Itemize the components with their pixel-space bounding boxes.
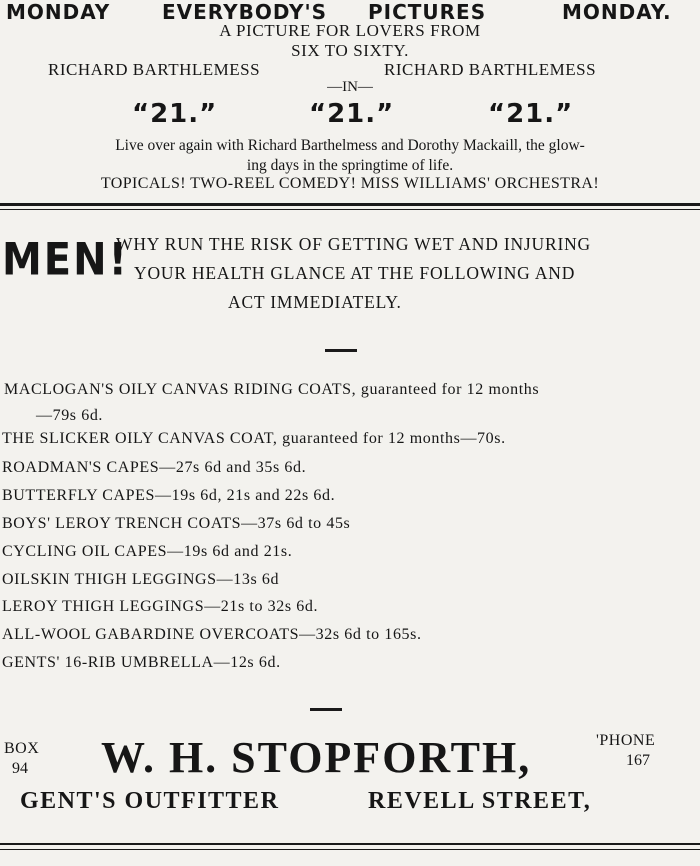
right-day: MONDAY. [562,0,672,24]
street-address: REVELL STREET, [368,788,592,814]
short-dash-divider [325,349,357,352]
bottom-rule-thin [0,849,700,850]
tagline-line1: A PICTURE FOR LOVERS FROM [219,21,481,40]
headline-men: MEN! [2,234,129,286]
program-extras: TOPICALS! TWO-REEL COMEDY! MISS WILLIAMS' ORCHESTRA! [100,175,600,192]
list-item: OILSKIN THIGH LEGGINGS—13s 6d [2,571,280,588]
short-dash-divider [310,708,342,711]
venue-name: EVERYBODY'S [162,0,327,24]
intro-line3: ACT IMMEDIATELY. [228,292,402,312]
star-name-right: RICHARD BARTHLEMESS [384,60,597,79]
list-item: ROADMAN'S CAPES—27s 6d and 35s 6d. [2,459,307,476]
blurb-line1: Live over again with Richard Barthelmess and Dorothy Mackaill, the glow- [115,137,585,154]
section-rule-thin [0,209,700,210]
star-name-left: RICHARD BARTHLEMESS [48,60,261,79]
bottom-rule-thick [0,843,700,845]
pictures-word: PICTURES [368,0,487,24]
list-item: MACLOGAN'S OILY CANVAS RIDING COATS, guaranteed for 12 months [4,381,540,398]
film-title: “21.” [488,99,574,129]
tagline-line2: SIX TO SIXTY. [291,41,409,60]
trade-description: GENT'S OUTFITTER [20,788,280,814]
list-item: THE SLICKER OILY CANVAS COAT, guaranteed for 12 months—70s. [2,430,506,447]
phone-label: 'PHONE [596,732,656,749]
list-item: ALL-WOOL GABARDINE OVERCOATS—32s 6d to 165s. [2,626,422,643]
list-item: BUTTERFLY CAPES—19s 6d, 21s and 22s 6d. [2,487,336,504]
film-title: “21.” [132,99,218,129]
box-label: BOX [4,740,40,757]
intro-line2: YOUR HEALTH GLANCE AT THE FOLLOWING AND [134,263,576,283]
merchant-name: W. H. STOPFORTH, [101,733,532,782]
list-item: CYCLING OIL CAPES—19s 6d and 21s. [2,543,293,560]
in-divider-word: —IN— [327,79,373,95]
blurb-line2: ing days in the springtime of life. [246,157,454,174]
phone-number: 167 [626,752,650,769]
intro-line1: WHY RUN THE RISK OF GETTING WET AND INJURING [116,234,591,254]
left-day: MONDAY [6,0,111,24]
list-item: —79s 6d. [36,407,104,424]
film-title: “21.” [309,99,395,129]
list-item: GENTS' 16-RIB UMBRELLA—12s 6d. [2,654,281,671]
section-rule-thick [0,203,700,206]
list-item: LEROY THIGH LEGGINGS—21s to 32s 6d. [2,598,319,615]
box-number: 94 [12,760,28,777]
list-item: BOYS' LEROY TRENCH COATS—37s 6d to 45s [2,515,351,532]
